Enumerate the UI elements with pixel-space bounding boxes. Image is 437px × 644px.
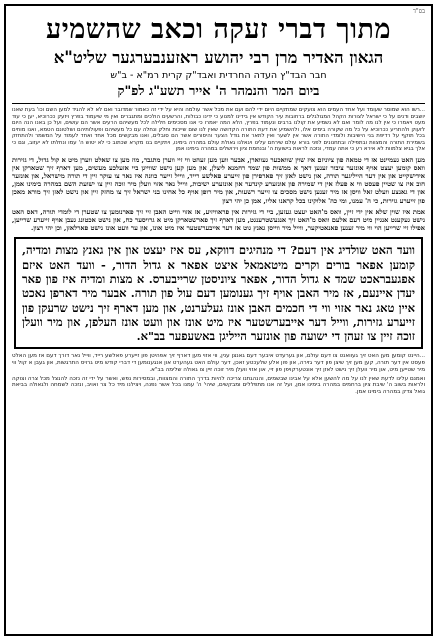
bottom-paragraph: ואמנם עלינו לדעת שאין לנו על מה להשען אלא על אבינו שבשמים, והנהגתנו צריכה להיות בדרך התורה והמצוות, ובמסירות נפש, ואשר על ידי זה נזכה להנצל מכל צרה וצוקה ולראות בשוב ה' שיבת ציון ברחמים במהרה בימינו אמן, ועל זה אנו מתפללים ומבקשים, שיהי' ה' עמנו בכל אשר נפנה, ויצילנו מיד כל צר ואויב, ונזכה לשמחה ולגאולה בביאת גואל צדק במהרה בימינו אמן.	[12, 375, 425, 395]
info-line: חבר הבד"ץ העדה החרדית ואבד"ק קרית רמ"א - ב"ש	[110, 70, 327, 81]
header	[6, 6, 431, 99]
intro-section	[6, 104, 431, 232]
highlight-box	[14, 237, 423, 349]
intro-paragraph: אמת איז שוין שלא אין ידי זיין, וואס מ'האט יעצט געזען, ביי די גזירות אין פראוויזיע, אז אזוי ווייט האבן זיי זיך פארנומען צו שטערן די לומדי תורה, דאס האט נישט געקענט אנגיין מיט דעם אלעם וואס מ'האט זיך אנגעשטרענגט, מען דארף זיך פארשטארקן מיט א גרויסער כח, און נישט אכטונג געבן אויף זייערע שרייען, אפילו זיי שרייען הוי ווי מיר זענען פאנאטיקער, ווייל מיר ווייסן גאנץ גוט אז דער אייבערשטער איז מיט אונז, און ער וועט אונז נישט פארלאזן, וכן יהי רצון.	[12, 207, 425, 233]
intro-paragraph: מען האט געמיינט אז די טמאה פון ציוניזם איז שוין שוואכער געווארן, אבער ווען מען זעהט ווי זיי ווערן מתגבר, מוז מען צו שאלט ווערן מיט א קול גדול, די גזירות וואס קומען יעצט אויף אונזער ציבור זענען דאך א ממשות פון שמד רחמנא ליצלן, און מען קען נישט שווייגן ביי אזעלכע מעשים, מען דארף זיך שטארקן אין אידישקייט און אין דער הייליגער תורה, און נישט לאזן זיך פארפירן פון זייערע פאלשע רייד, ווייל זייער כוונה איז נאר צו עוקר זיין די תורה מישראל, און אונזער חוב איז צו שטיין פעסט ווי א פעלז אין די שמירה פון אונזערע קינדער און אונזערע ישיבות, ווייל נאר אזוי וועלן מיר זוכה זיין צו ישועת השם במהרה בימינו אמן, און די גאנצע וועלט זאל וויסן אז מיר זענען נישט מסכים צו זייער רשעות, און מיר רופן אויף כל אחינו בני ישראל זיך צו מחזק זיין און נישט לאזן זיך מורא מאכן פון זייערע גזירות, כי ה' עמנו, ומי כה' אלוקינו בכל קראנו אליו, אמן כן יהי רצון	[12, 155, 425, 205]
bottom-section	[6, 349, 431, 395]
intro-paragraph: ...רשו הוא שמוסר שעומד ועל אחד העמים הוא צועקים שמתקיים היום ידי להם ועם את מכל אשר עולמה והיא על ידי זה כאמור שמדובר ואם לא לא להגיד למען השם וכו' בעת שאנו יושבים ודנים על כי ישראל לצורות הקהל המגולגלים ברחובות עיר הקודש אין בידינו למנוע כי ידינו כבולות, והרשעים הולכים ומתגברים ואין מי שיעמוד בפרץ ויזעק ככרוכיא, יען כי עוד מעט ויאמרו כי אין לנו מה לומר ואם לא נשמיע את קולנו ברבים ונעמוד בפרץ, הלא המה יאמרו כי אנו מסכימים חלילה לכל מעשיהם הרעים אשר הם עושים, ועל כן באנו הנה היום לזעוק ולהתריע ככרוכיא על כל מה שקורה בימים אלו, ולהשמיע את דעת התורה הקדושה שאין לנו שום שייכות וחלק ונחלה עם כל מעשיהם ופעולותיהם ושלטונם הטמא, ואנו מוחים בכל תוקף על רדיפת בני הישיבות ולומדי התורה אשר אין לשער ואין לתאר את גודל הצער והיסורים אשר הם סובלים, ואנו מבקשים מכל אחד ואחד לעמוד על המשמר ולהתחזק בשמירת התורה והמצוות ובתפילה ובתחנונים לפני בורא עולם שירחם עלינו ויגאלנו גאולת עולם במהרה בימינו, ויתקיים בנו מקרא שכתוב כי לא יטוש ה' עמו ונחלתו לא יעזוב, וגם כי אלך בגיא צלמוות לא אירא רע כי אתה עמדי, ונזכה לראות בישועת ה' ובנחמת ציון וירושלים במהרה בימינו אמן	[12, 107, 425, 152]
newspaper-page	[4, 4, 433, 636]
page-title: מתוך דברי זעקה וכאב שהשמיע	[46, 14, 391, 45]
highlight-text: וועד האט שולדיג אין דעם? די מנהיגים דווקא, עס איז יעצט און אין גאנץ מצות ומדיה, קומען אפאר בורים וקרים מיטאמאל איצט אפאר א גדול הדור, - וועד האט איזם אפגעבראכט שמד א גדול הדור, אפאר ציוניסטן שרייבערס. א מצות ומדיה איז פון פאר יעדן איינעם, אז מיר האבן אויף זיך גענומען דעם עול פון תורה. אבער מיר דארפן נאכט איין טאג נאר אזוי ווי די חכמים האבן אונז געלערנט, און מען דארף זיך נישט שרעקן פון זייערע גזירות, ווייל דער אייבערשטער איז מיט אונז און וועט אונז העלפן, און מיר וועלן זוכה זיין צו זעהן די ישועה פון אונזער הייליגן באשעפער בב"א.	[22, 243, 415, 344]
bottom-paragraph: ...היינט קומען מען האט זיך געוואנט צו דעם עולם, און גערעדט איבער דעם גאנצן ענין, ווי אזוי מען דארף זיך אפהיטן פון זייערע פאלשע רייד, ווייל נאר דורך דעם אז מען האלט פעסט אין דער תורה, קען מען זיך שיצן פון דער גזירה, און פון אלע שלעכטע זאכן, דער עולם האט געהערט און אנגענומען די דברי קודש מיט גרויס התרגשות, און געבן א קול ווי מיר שטייען מיט, און מיר וועלן זיך נישט לאזן זיך אונטערקויפן פון זיי, און אזוי וועלן מיר זוכה זיין צו גאולה שלימה בב"א.	[12, 353, 425, 373]
corner-mark: בס"ד	[413, 8, 425, 15]
date-line: ביום המר והנמהר ה' אייר תשע"ג לפ"ק	[117, 84, 320, 99]
page-subtitle: הגאון האדיר מרן רבי יהושע ראזענבערגער שליט"א	[53, 48, 384, 67]
